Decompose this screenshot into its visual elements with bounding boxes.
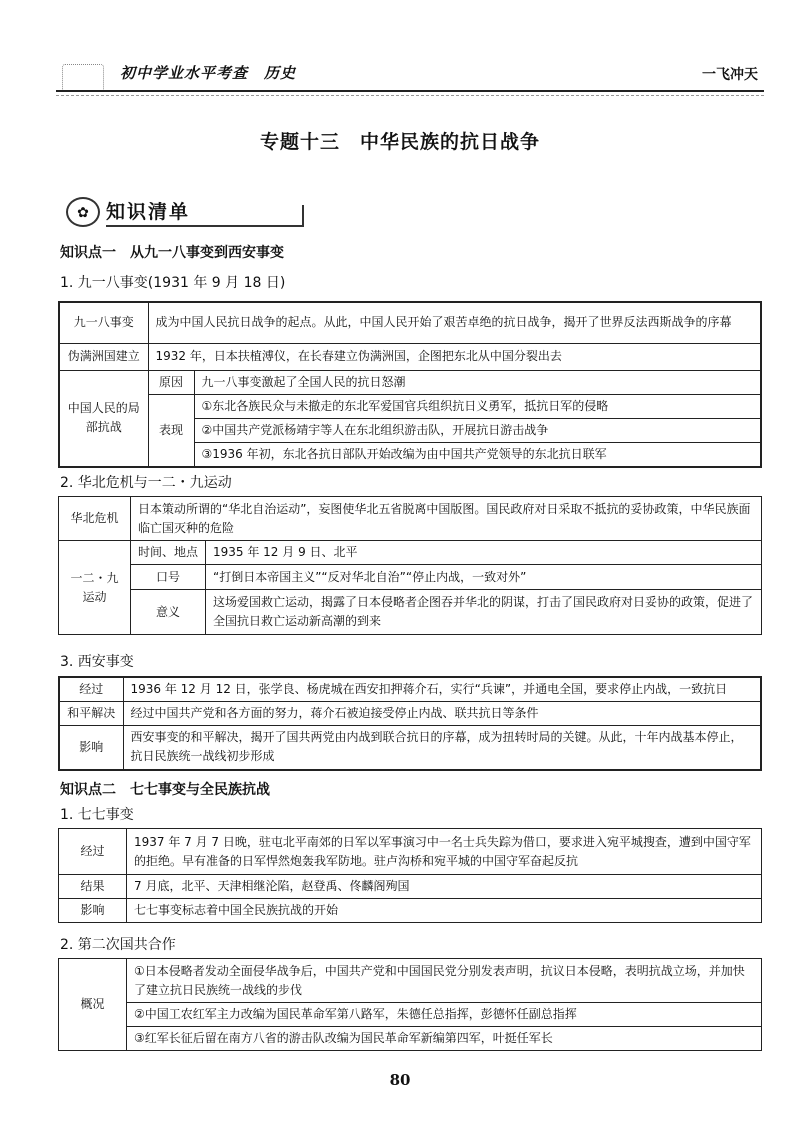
table-row [59, 677, 761, 702]
row-text: “打倒日本帝国主义”“反对华北自治”“停止内战，一致对外” [206, 565, 762, 590]
table-row [59, 343, 761, 370]
row-label: 影响 [59, 726, 123, 770]
book-title: 初中学业水平考查 历史 [120, 64, 297, 82]
row-text: 1936 年 12 月 12 日，张学良、杨虎城在西安扣押蒋介石，实行“兵谏”，并通电全国，要求停止内战，一致抗日 [123, 677, 761, 702]
row-label: 华北危机 [59, 497, 131, 541]
table-row [59, 702, 761, 726]
sub-label: 口号 [131, 565, 206, 590]
row-text: ②中国工农红军主力改编为国民革命军第八路军，朱德任总指挥，彭德怀任副总指挥 [127, 1003, 762, 1027]
row-label: 概况 [59, 959, 127, 1051]
row-text: ③1936 年初，东北各抗日部队开始改编为由中国共产党领导的东北抗日联军 [194, 442, 761, 467]
subheading-second-cooperation: 2. 第二次国共合作 [60, 937, 176, 953]
table-second-cooperation [58, 958, 762, 1051]
row-text: 7 月底，北平、天津相继沦陷，赵登禹、佟麟阁殉国 [127, 875, 762, 899]
row-text: 1932 年，日本扶植溥仪，在长春建立伪满洲国，企图把东北从中国分裂出去 [148, 343, 761, 370]
brand-name: 一飞冲天 [702, 67, 758, 83]
table-918-incident [58, 301, 762, 468]
row-text: 这场爱国救亡运动，揭露了日本侵略者企图吞并华北的阴谋，打击了国民政府对日妥协的政策，促进了全国抗日救亡运动新高潮的到来 [206, 590, 762, 635]
table-row [59, 875, 762, 899]
row-text: 日本策动所谓的“华北自治运动”，妄图使华北五省脱离中国版图。国民政府对日采取不抵抗的妥协政策，中华民族面临亡国灭种的危险 [131, 497, 762, 541]
table-row [59, 541, 762, 565]
table-row [59, 726, 761, 770]
row-label: 经过 [59, 677, 123, 702]
row-text: 1937 年 7 月 7 日晚，驻屯北平南郊的日军以军事演习中一名士兵失踪为借口，要求进入宛平城搜查，遭到中国守军的拒绝。早有准备的日军悍然炮轰我军防地。驻卢沟桥和宛平城的中国守军奋起反抗 [127, 829, 762, 875]
table-row [59, 394, 761, 418]
header-divider-dashed [56, 95, 764, 96]
knowledge-point-1-title: 知识点一 从九一八事变到西安事变 [60, 245, 284, 261]
table-row [59, 302, 761, 343]
table-row [59, 899, 762, 923]
row-label: 影响 [59, 899, 127, 923]
sub-label: 时间、地点 [131, 541, 206, 565]
sub-label: 表现 [148, 394, 194, 467]
row-text: ①东北各族民众与未撤走的东北军爱国官兵组织抗日义勇军，抵抗日军的侵略 [194, 394, 761, 418]
publisher-logo [62, 64, 104, 92]
row-text: 九一八事变激起了全国人民的抗日怒潮 [194, 370, 761, 394]
row-text: 七七事变标志着中国全民族抗战的开始 [127, 899, 762, 923]
row-label: 和平解决 [59, 702, 123, 726]
row-label: 一二・九运动 [59, 541, 131, 635]
page-number: 80 [389, 1071, 411, 1089]
table-row [59, 497, 762, 541]
row-text: ②中国共产党派杨靖宇等人在东北组织游击队，开展抗日游击战争 [194, 418, 761, 442]
section-banner [66, 197, 304, 227]
table-row [59, 370, 761, 394]
page-title: 专题十三 中华民族的抗日战争 [259, 131, 540, 153]
subheading-xian: 3. 西安事变 [60, 654, 134, 670]
table-july-7-incident [58, 828, 762, 923]
table-row [59, 1027, 762, 1051]
table-row [59, 829, 762, 875]
table-row [59, 959, 762, 1003]
row-label: 结果 [59, 875, 127, 899]
table-row [59, 1003, 762, 1027]
subheading-july-7: 1. 七七事变 [60, 807, 134, 823]
row-text: 成为中国人民抗日战争的起点。从此，中国人民开始了艰苦卓绝的抗日战争，揭开了世界反法西斯战争的序幕 [148, 302, 761, 343]
row-label: 中国人民的局部抗战 [59, 370, 148, 467]
table-north-china-crisis [58, 496, 762, 635]
knowledge-point-2-title: 知识点二 七七事变与全民族抗战 [60, 782, 270, 798]
row-text: ③红军长征后留在南方八省的游击队改编为国民革命军新编第四军，叶挺任军长 [127, 1027, 762, 1051]
sub-label: 意义 [131, 590, 206, 635]
subheading-918: 1. 九一八事变(1931 年 9 月 18 日) [60, 275, 286, 291]
row-text: 经过中国共产党和各方面的努力，蒋介石被迫接受停止内战、联共抗日等条件 [123, 702, 761, 726]
banner-underline [106, 225, 304, 227]
table-row [59, 590, 762, 635]
row-text: 1935 年 12 月 9 日、北平 [206, 541, 762, 565]
row-text: 西安事变的和平解决，揭开了国共两党由内战到联合抗日的序幕，成为扭转时局的关键。从此，十年内战基本停止，抗日民族统一战线初步形成 [123, 726, 761, 770]
row-label: 经过 [59, 829, 127, 875]
section-banner-text: 知识清单 [106, 201, 191, 223]
knot-icon: ✿ [66, 197, 100, 227]
row-text: ①日本侵略者发动全面侵华战争后，中国共产党和中国国民党分别发表声明，抗议日本侵略，表明抗战立场，并加快了建立抗日民族统一战线的步伐 [127, 959, 762, 1003]
table-xian-incident [58, 676, 762, 771]
table-row [59, 565, 762, 590]
subheading-north-china: 2. 华北危机与一二・九运动 [60, 475, 232, 491]
header-divider [56, 90, 764, 92]
banner-tick [302, 205, 304, 227]
row-label: 九一八事变 [59, 302, 148, 343]
row-label: 伪满洲国建立 [59, 343, 148, 370]
sub-label: 原因 [148, 370, 194, 394]
